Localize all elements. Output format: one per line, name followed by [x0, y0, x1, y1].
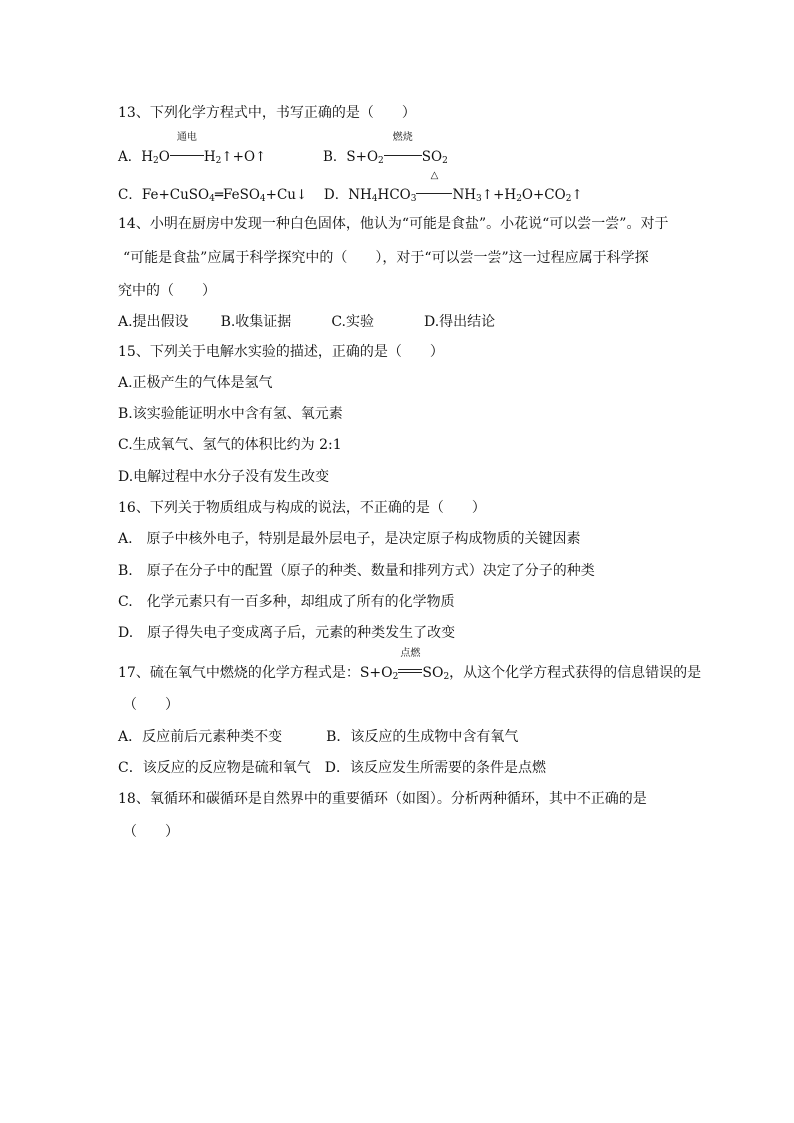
q13-options-ab	[118, 132, 448, 170]
q18-answer-paren: （ ）	[123, 824, 179, 840]
q13-options-cd	[118, 170, 583, 208]
q17-option-c: C．该反应的反应物是硫和氧气	[118, 760, 311, 776]
reaction-arrow: 燃烧	[384, 148, 422, 166]
q14-option-c: C.实验	[331, 314, 374, 330]
q14-option-d: D.得出结论	[423, 314, 496, 330]
q13-option-a: A．$H_2O$ 通电 $H_2↑+O↑$	[118, 132, 267, 166]
q17-options-cd	[118, 759, 546, 777]
q16-option-a: A. 原子中核外电子，特别是最外层电子，是决定原子构成物质的关键因素	[118, 531, 581, 547]
q16-option-c: C. 化学元素只有一百多种，却组成了所有的化学物质	[118, 594, 455, 610]
q15-option-a: A.正极产生的气体是氢气	[118, 375, 273, 391]
q15-option-b: B.该实验能证明水中含有氢、氧元素	[118, 406, 343, 422]
q17-option-b: B．该反应的生成物中含有氧气	[326, 729, 519, 745]
q17-options-ab	[118, 728, 518, 746]
q16-stem: 16、下列关于物质组成与构成的说法，不正确的是（ ）	[118, 500, 486, 516]
q13-option-c: C．Fe+CuSO$_4$═FeSO$_4$+Cu↓	[118, 187, 308, 204]
q13-option-d: D．$NH_4HCO_3$ △ $NH_3↑+H_2O+CO_2↑$	[323, 170, 583, 204]
q14-options	[118, 313, 495, 331]
q17-answer-paren: （ ）	[123, 697, 179, 713]
q13-stem: 13、下列化学方程式中，书写正确的是（ ）	[118, 105, 416, 121]
q17-option-a: A．反应前后元素种类不变	[118, 729, 283, 745]
q14-stem-line3: 究中的（ ）	[118, 283, 216, 299]
q17-option-d: D．该反应发生所需要的条件是点燃	[324, 760, 546, 776]
q16-option-d: D. 原子得失电子变成离子后，元素的种类发生了改变	[118, 625, 456, 641]
q14-option-a: A.提出假设	[118, 314, 189, 330]
q17-stem: 17、硫在氧气中燃烧的化学方程式是：$S+O_2$ 点燃 $SO_2$，从这个化学方程式获得的信息错误的是	[118, 648, 702, 682]
q16-option-b: B. 原子在分子中的配置（原子的种类、数量和排列方式）决定了分子的种类	[118, 563, 595, 579]
q15-stem: 15、下列关于电解水实验的描述，正确的是（ ）	[118, 344, 444, 360]
q14-stem-line2: “可能是食盐”应属于科学探究中的（ ），对于“可以尝一尝”这一过程应属于科学探	[123, 250, 649, 266]
q14-stem-line1: 14、小明在厨房中发现一种白色固体，他认为“可能是食盐”。小花说“可以尝一尝”。对于	[118, 216, 669, 232]
reaction-arrow: △	[416, 186, 452, 204]
reaction-arrow: 点燃	[398, 664, 422, 682]
reaction-arrow: 通电	[170, 148, 204, 166]
q15-option-d: D.电解过程中水分子没有发生改变	[118, 469, 330, 485]
q18-stem: 18、氧循环和碳循环是自然界中的重要循环（如图）。分析两种循环，其中不正确的是	[118, 791, 647, 807]
q14-option-b: B.收集证据	[220, 314, 292, 330]
q13-option-b: B．$S+O_2$ 燃烧 $SO_2$	[322, 132, 448, 166]
q15-option-c: C.生成氧气、氢气的体积比约为 2:1	[118, 437, 342, 453]
